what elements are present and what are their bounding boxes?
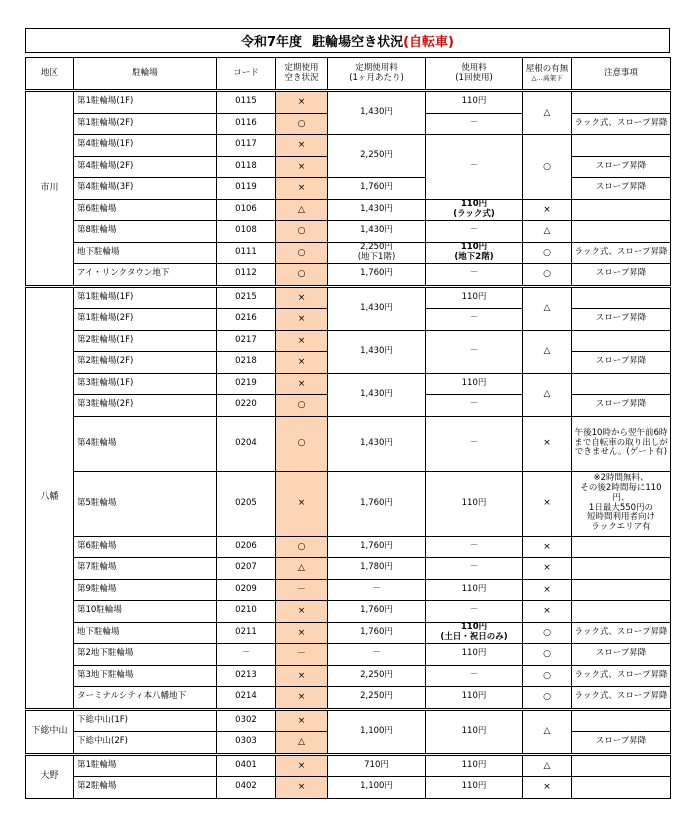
notes-cell: スロープ昇降: [572, 732, 671, 755]
monthly-fee-cell: 1,760円: [328, 622, 426, 644]
notes-cell: スロープ昇降: [572, 395, 671, 417]
lot-name: 第3駐輪場(1F): [74, 373, 217, 395]
monthly-fee-cell: 1,100円: [328, 709, 426, 754]
notes-cell: [572, 373, 671, 395]
lot-name: 地下駐輪場: [74, 622, 217, 644]
lot-code: 0402: [217, 777, 276, 799]
monthly-fee-cell: 2,250円 (地下1階): [328, 242, 426, 264]
availability-cell: ×: [276, 178, 328, 200]
monthly-fee-cell: 1,780円: [328, 558, 426, 580]
notes-cell: [572, 558, 671, 580]
lot-name: 第4駐輪場: [74, 416, 217, 471]
table-row: [26, 536, 671, 558]
header-availability: 定期使用 空き状況: [276, 58, 328, 91]
availability-cell: ○: [276, 416, 328, 471]
availability-cell: ×: [276, 156, 328, 178]
lot-code: 0207: [217, 558, 276, 580]
availability-cell: ○: [276, 221, 328, 243]
monthly-fee-cell: 710円: [328, 754, 426, 777]
notes-cell: [572, 199, 671, 221]
availability-cell: △: [276, 732, 328, 755]
notes-cell: スロープ昇降: [572, 264, 671, 287]
roof-cell: △: [523, 709, 572, 754]
availability-cell: △: [276, 199, 328, 221]
title-accent: (自転車): [403, 35, 454, 50]
table-row: [26, 242, 671, 264]
availability-cell: ○: [276, 395, 328, 417]
lot-code: 0216: [217, 309, 276, 331]
roof-cell: △: [523, 754, 572, 777]
lot-name: 下総中山(1F): [74, 709, 217, 732]
notes-cell: ラック式、スロープ昇降: [572, 242, 671, 264]
single-fee-cell: 110円: [426, 373, 523, 395]
lot-name: 第2駐輪場(2F): [74, 352, 217, 374]
single-fee-cell: －: [426, 395, 523, 417]
single-fee-cell: －: [426, 601, 523, 623]
notes-cell: [572, 601, 671, 623]
table-title: [25, 28, 670, 53]
single-fee-cell: 110円 (ラック式): [426, 199, 523, 221]
table-row: [26, 330, 671, 352]
table-row: [26, 178, 671, 200]
monthly-fee-cell: 1,430円: [328, 199, 426, 221]
monthly-fee-cell: 1,430円: [328, 221, 426, 243]
notes-cell: [572, 777, 671, 799]
roof-cell: △: [523, 373, 572, 416]
lot-name: 第10駐輪場: [74, 601, 217, 623]
single-fee-cell: 110円 (土日・祝日のみ): [426, 622, 523, 644]
availability-cell: ○: [276, 264, 328, 287]
monthly-fee-cell: 1,430円: [328, 373, 426, 416]
single-fee-cell: 110円: [426, 687, 523, 710]
monthly-fee-cell: 2,250円: [328, 687, 426, 710]
notes-cell: ※2時間無料、 その後2時間毎に110円、 1日最大550円の 短時間利用者向け ラックエリア有: [572, 471, 671, 536]
lot-code: 0108: [217, 221, 276, 243]
lot-name: 第4駐輪場(1F): [74, 135, 217, 157]
lot-code: 0219: [217, 373, 276, 395]
single-fee-cell: －: [426, 665, 523, 687]
roof-cell: ○: [523, 242, 572, 264]
notes-cell: スロープ昇降: [572, 644, 671, 666]
single-fee-cell: 110円: [426, 579, 523, 601]
lot-name: ターミナルシティ本八幡地下: [74, 687, 217, 710]
availability-cell: －: [276, 644, 328, 666]
monthly-fee-cell: 1,100円: [328, 777, 426, 799]
availability-cell: ×: [276, 622, 328, 644]
roof-cell: △: [523, 286, 572, 330]
monthly-fee-cell: 1,760円: [328, 536, 426, 558]
lot-name: 第6駐輪場: [74, 199, 217, 221]
roof-cell: ○: [523, 665, 572, 687]
table-row: [26, 221, 671, 243]
availability-cell: ×: [276, 709, 328, 732]
area-cell: 大野: [26, 754, 74, 798]
roof-cell: ×: [523, 579, 572, 601]
lot-code: 0112: [217, 264, 276, 287]
area-cell: 八幡: [26, 286, 74, 709]
table-row: [26, 622, 671, 644]
roof-cell: ○: [523, 135, 572, 200]
notes-cell: [572, 754, 671, 777]
monthly-fee-cell: －: [328, 644, 426, 666]
notes-cell: ラック式、スロープ昇降: [572, 687, 671, 710]
header-area: 地区: [26, 58, 74, 91]
notes-cell: ラック式、スロープ昇降: [572, 665, 671, 687]
table-row: [26, 644, 671, 666]
single-fee-cell: 110円: [426, 754, 523, 777]
monthly-fee-cell: 1,430円: [328, 286, 426, 330]
availability-cell: ×: [276, 601, 328, 623]
area-cell: 市川: [26, 91, 74, 287]
availability-cell: ×: [276, 687, 328, 710]
table-row: [26, 135, 671, 157]
lot-code: 0204: [217, 416, 276, 471]
notes-cell: [572, 135, 671, 157]
lot-name: 第1駐輪場: [74, 754, 217, 777]
availability-cell: －: [276, 579, 328, 601]
lot-name: 第8駐輪場: [74, 221, 217, 243]
table-row: [26, 665, 671, 687]
single-fee-cell: 110円: [426, 471, 523, 536]
table-row: [26, 91, 671, 114]
notes-cell: スロープ昇降: [572, 156, 671, 178]
roof-cell: ○: [523, 622, 572, 644]
notes-cell: [572, 330, 671, 352]
lot-name: 第9駐輪場: [74, 579, 217, 601]
single-fee-cell: －: [426, 264, 523, 287]
lot-code: 0217: [217, 330, 276, 352]
table-row: [26, 777, 671, 799]
lot-code: 0116: [217, 113, 276, 135]
monthly-fee-cell: 1,760円: [328, 264, 426, 287]
monthly-fee-cell: 2,250円: [328, 665, 426, 687]
lot-name: 第7駐輪場: [74, 558, 217, 580]
notes-cell: [572, 579, 671, 601]
monthly-fee-cell: 1,430円: [328, 330, 426, 373]
header-code: コード: [217, 58, 276, 91]
lot-code: 0111: [217, 242, 276, 264]
lot-name: 第4駐輪場(3F): [74, 178, 217, 200]
roof-cell: ×: [523, 199, 572, 221]
notes-cell: [572, 91, 671, 114]
table-row: [26, 286, 671, 309]
lot-code: 0218: [217, 352, 276, 374]
single-fee-cell: －: [426, 330, 523, 373]
single-fee-cell: 110円: [426, 91, 523, 114]
lot-name: 第3駐輪場(2F): [74, 395, 217, 417]
single-fee-cell: －: [426, 558, 523, 580]
monthly-fee-cell: 1,760円: [328, 178, 426, 200]
availability-cell: △: [276, 558, 328, 580]
roof-cell: ×: [523, 558, 572, 580]
lot-name: 第1駐輪場(1F): [74, 91, 217, 114]
single-fee-cell: －: [426, 135, 523, 200]
single-fee-cell: 110円: [426, 644, 523, 666]
single-fee-cell: 110円: [426, 286, 523, 309]
roof-cell: ×: [523, 777, 572, 799]
roof-cell: ○: [523, 644, 572, 666]
monthly-fee-cell: 2,250円: [328, 135, 426, 178]
monthly-fee-cell: 1,430円: [328, 416, 426, 471]
availability-cell: ×: [276, 471, 328, 536]
table-row: [26, 373, 671, 395]
table-row: [26, 471, 671, 536]
header-notes: 注意事項: [572, 58, 671, 91]
lot-code: 0211: [217, 622, 276, 644]
availability-cell: ×: [276, 135, 328, 157]
table-row: [26, 601, 671, 623]
lot-name: 下総中山(2F): [74, 732, 217, 755]
lot-name: 第4駐輪場(2F): [74, 156, 217, 178]
area-cell: 下総中山: [26, 709, 74, 754]
header-roof: [523, 58, 572, 91]
header-roof-label: 屋根の有無: [525, 63, 569, 74]
lot-code: 0220: [217, 395, 276, 417]
single-fee-cell: 110円 (地下2階): [426, 242, 523, 264]
notes-cell: [572, 286, 671, 309]
notes-cell: [572, 221, 671, 243]
roof-cell: ×: [523, 536, 572, 558]
table-row: [26, 558, 671, 580]
title-text: 駐輪場空き状況: [312, 35, 404, 50]
lot-code: 0118: [217, 156, 276, 178]
lot-code: 0401: [217, 754, 276, 777]
notes-cell: ラック式、スロープ昇降: [572, 622, 671, 644]
roof-cell: △: [523, 330, 572, 373]
notes-cell: ラック式、スロープ昇降: [572, 113, 671, 135]
lot-name: 第1駐輪場(2F): [74, 113, 217, 135]
roof-cell: ○: [523, 687, 572, 710]
monthly-fee-cell: －: [328, 579, 426, 601]
lot-code: 0214: [217, 687, 276, 710]
parking-availability-table: [25, 57, 671, 799]
availability-cell: ×: [276, 286, 328, 309]
lot-name: 第2駐輪場: [74, 777, 217, 799]
single-fee-cell: －: [426, 113, 523, 135]
notes-cell: スロープ昇降: [572, 309, 671, 331]
lot-code: 0215: [217, 286, 276, 309]
lot-name: アイ・リンクタウン地下: [74, 264, 217, 287]
availability-cell: ×: [276, 777, 328, 799]
lot-name: 地下駐輪場: [74, 242, 217, 264]
availability-cell: ×: [276, 754, 328, 777]
notes-cell: スロープ昇降: [572, 352, 671, 374]
lot-code: 0209: [217, 579, 276, 601]
single-fee-cell: 110円: [426, 777, 523, 799]
roof-cell: ×: [523, 601, 572, 623]
monthly-fee-cell: 1,430円: [328, 91, 426, 135]
lot-name: 第3地下駐輪場: [74, 665, 217, 687]
notes-cell: スロープ昇降: [572, 178, 671, 200]
availability-cell: ×: [276, 91, 328, 114]
single-fee-cell: 110円: [426, 709, 523, 754]
notes-cell: [572, 709, 671, 732]
table-row: [26, 416, 671, 471]
title-year: 令和7年度: [241, 35, 303, 50]
notes-cell: 午後10時から翌午前6時 まで自転車の取り出しが できません。(ゲート有): [572, 416, 671, 471]
availability-cell: ×: [276, 352, 328, 374]
table-row: [26, 709, 671, 732]
lot-name: 第5駐輪場: [74, 471, 217, 536]
single-fee-cell: －: [426, 536, 523, 558]
availability-cell: ○: [276, 242, 328, 264]
header-single-fee: 使用料 (1回使用): [426, 58, 523, 91]
lot-name: 第1駐輪場(2F): [74, 309, 217, 331]
roof-cell: △: [523, 91, 572, 135]
lot-code: －: [217, 644, 276, 666]
single-fee-cell: －: [426, 221, 523, 243]
lot-code: 0106: [217, 199, 276, 221]
lot-name: 第2地下駐輪場: [74, 644, 217, 666]
single-fee-cell: －: [426, 309, 523, 331]
header-monthly-fee: 定期使用料 (1ヶ月あたり): [328, 58, 426, 91]
monthly-fee-cell: 1,760円: [328, 471, 426, 536]
lot-code: 0205: [217, 471, 276, 536]
roof-cell: △: [523, 221, 572, 243]
lot-code: 0302: [217, 709, 276, 732]
header-roof-note: △…高架下: [531, 73, 563, 82]
lot-code: 0206: [217, 536, 276, 558]
lot-code: 0303: [217, 732, 276, 755]
availability-cell: ×: [276, 330, 328, 352]
lot-code: 0117: [217, 135, 276, 157]
roof-cell: ×: [523, 416, 572, 471]
single-fee-cell: －: [426, 416, 523, 471]
lot-code: 0213: [217, 665, 276, 687]
lot-name: 第2駐輪場(1F): [74, 330, 217, 352]
monthly-fee-cell: 1,760円: [328, 601, 426, 623]
header-row: [26, 58, 671, 91]
table-row: [26, 687, 671, 710]
availability-cell: ○: [276, 536, 328, 558]
lot-name: 第1駐輪場(1F): [74, 286, 217, 309]
lot-code: 0115: [217, 91, 276, 114]
table-row: [26, 264, 671, 287]
lot-code: 0210: [217, 601, 276, 623]
table-row: [26, 199, 671, 221]
availability-cell: ×: [276, 665, 328, 687]
table-row: [26, 754, 671, 777]
availability-cell: ○: [276, 113, 328, 135]
availability-cell: ×: [276, 309, 328, 331]
roof-cell: ○: [523, 264, 572, 287]
lot-name: 第6駐輪場: [74, 536, 217, 558]
notes-cell: [572, 536, 671, 558]
availability-cell: ×: [276, 373, 328, 395]
table-row: [26, 579, 671, 601]
lot-code: 0119: [217, 178, 276, 200]
header-lot: 駐輪場: [74, 58, 217, 91]
roof-cell: ×: [523, 471, 572, 536]
